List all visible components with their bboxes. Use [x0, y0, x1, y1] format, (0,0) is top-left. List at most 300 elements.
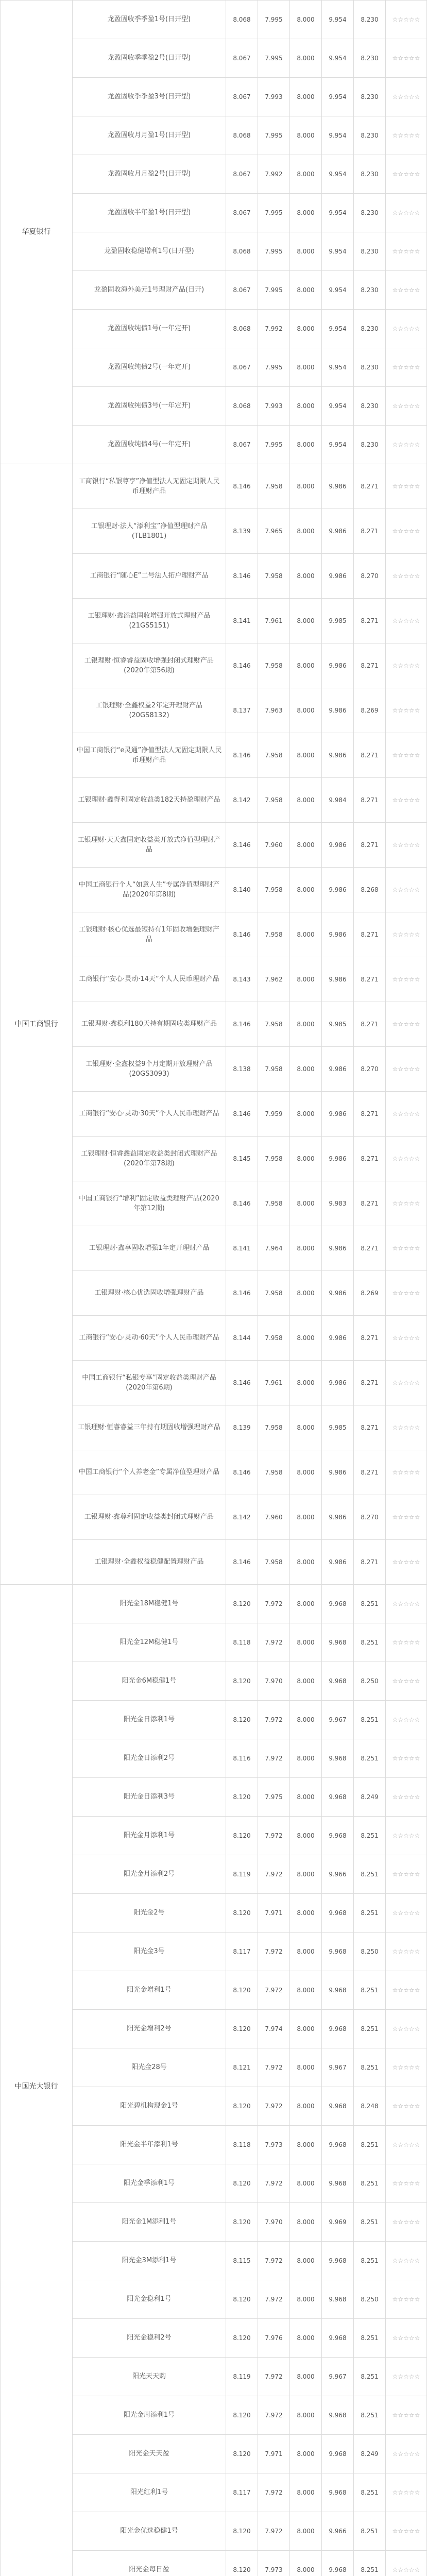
- value-cell-3: 8.000: [290, 1092, 322, 1137]
- value-cell-2: 7.963: [258, 688, 290, 733]
- value-cell-1: 8.142: [226, 778, 258, 823]
- product-name-cell: 龙盈固收月月盈1号(日开型): [73, 116, 226, 155]
- value-cell-4: 9.968: [322, 2435, 354, 2473]
- rating-stars: ☆☆☆☆☆: [386, 868, 427, 912]
- rating-stars: ☆☆☆☆☆: [386, 1316, 427, 1361]
- product-name-cell: 龙盈固收季季盈3号(日开型): [73, 78, 226, 116]
- value-cell-2: 7.993: [258, 78, 290, 116]
- rating-stars: ☆☆☆☆☆: [386, 2473, 427, 2512]
- value-cell-5: 8.251: [354, 2551, 386, 2576]
- rating-stars: ☆☆☆☆☆: [386, 1701, 427, 1739]
- value-cell-2: 7.958: [258, 1316, 290, 1361]
- value-cell-1: 8.139: [226, 1405, 258, 1450]
- rating-stars: ☆☆☆☆☆: [386, 232, 427, 271]
- value-cell-3: 8.000: [290, 1701, 322, 1739]
- rating-stars: ☆☆☆☆☆: [386, 1092, 427, 1137]
- value-cell-4: 9.968: [322, 1739, 354, 1778]
- product-name-cell: 龙盈固收稳健增利1号(日开型): [73, 232, 226, 271]
- value-cell-1: 8.146: [226, 1540, 258, 1585]
- value-cell-2: 7.972: [258, 1739, 290, 1778]
- value-cell-2: 7.972: [258, 2396, 290, 2435]
- value-cell-3: 8.000: [290, 1739, 322, 1778]
- value-cell-5: 8.248: [354, 2087, 386, 2126]
- value-cell-3: 8.000: [290, 1226, 322, 1271]
- value-cell-2: 7.964: [258, 1226, 290, 1271]
- value-cell-1: 8.146: [226, 464, 258, 509]
- value-cell-1: 8.120: [226, 1894, 258, 1933]
- value-cell-3: 8.000: [290, 464, 322, 509]
- product-name-cell: 龙盈固收半年盈1号(日开型): [73, 194, 226, 232]
- value-cell-2: 7.958: [258, 1002, 290, 1047]
- value-cell-5: 8.271: [354, 1540, 386, 1585]
- value-cell-1: 8.120: [226, 1662, 258, 1701]
- value-cell-3: 8.000: [290, 1181, 322, 1226]
- value-cell-1: 8.142: [226, 1495, 258, 1540]
- rating-stars: ☆☆☆☆☆: [386, 1137, 427, 1181]
- value-cell-4: 9.968: [322, 2319, 354, 2358]
- rating-stars: ☆☆☆☆☆: [386, 2242, 427, 2280]
- value-cell-3: 8.000: [290, 643, 322, 688]
- product-name-cell: 阳光金增利2号: [73, 2010, 226, 2048]
- value-cell-3: 8.000: [290, 2319, 322, 2358]
- product-name-cell: 龙盈固收海外美元1号理财产品(日开): [73, 271, 226, 310]
- value-cell-5: 8.250: [354, 1662, 386, 1701]
- value-cell-3: 8.000: [290, 2512, 322, 2551]
- value-cell-3: 8.000: [290, 2396, 322, 2435]
- value-cell-4: 9.986: [322, 1092, 354, 1137]
- rating-stars: ☆☆☆☆☆: [386, 1002, 427, 1047]
- value-cell-2: 7.958: [258, 912, 290, 957]
- value-cell-4: 9.968: [322, 2396, 354, 2435]
- rating-stars: ☆☆☆☆☆: [386, 2010, 427, 2048]
- product-name-cell: 工银理财·鑫尊利固定收益类封闭式理财产品: [73, 1495, 226, 1540]
- value-cell-3: 8.000: [290, 599, 322, 643]
- value-cell-1: 8.119: [226, 2358, 258, 2396]
- value-cell-2: 7.972: [258, 1971, 290, 2010]
- value-cell-1: 8.120: [226, 2164, 258, 2203]
- value-cell-4: 9.986: [322, 1047, 354, 1092]
- product-name-cell: 中国工商银行“私银专享”固定收益类理财产品(2020年第6期): [73, 1361, 226, 1405]
- value-cell-1: 8.146: [226, 912, 258, 957]
- value-cell-4: 9.986: [322, 957, 354, 1002]
- value-cell-2: 7.958: [258, 868, 290, 912]
- rating-stars: ☆☆☆☆☆: [386, 2551, 427, 2576]
- value-cell-1: 8.120: [226, 1778, 258, 1817]
- value-cell-5: 8.230: [354, 232, 386, 271]
- product-name-cell: 工银理财·鑫享固收增强1年定开理财产品: [73, 1226, 226, 1271]
- product-name-cell: 工银理财·全鑫权益2年定开理财产品(20GS8132): [73, 688, 226, 733]
- value-cell-1: 8.146: [226, 1181, 258, 1226]
- value-cell-5: 8.271: [354, 1137, 386, 1181]
- value-cell-5: 8.251: [354, 2512, 386, 2551]
- value-cell-4: 9.954: [322, 1, 354, 39]
- value-cell-5: 8.230: [354, 194, 386, 232]
- rating-stars: ☆☆☆☆☆: [386, 271, 427, 310]
- product-name-cell: 阳光金日添利1号: [73, 1701, 226, 1739]
- product-name-cell: 阳光碧机构现金1号: [73, 2087, 226, 2126]
- value-cell-5: 8.230: [354, 39, 386, 78]
- value-cell-5: 8.251: [354, 2396, 386, 2435]
- value-cell-3: 8.000: [290, 310, 322, 348]
- value-cell-3: 8.000: [290, 1450, 322, 1495]
- value-cell-1: 8.067: [226, 271, 258, 310]
- value-cell-2: 7.970: [258, 1662, 290, 1701]
- product-name-cell: 阳光金3M添利1号: [73, 2242, 226, 2280]
- product-name-cell: 龙盈固收季季盈2号(日开型): [73, 39, 226, 78]
- value-cell-2: 7.961: [258, 1361, 290, 1405]
- value-cell-1: 8.068: [226, 116, 258, 155]
- value-cell-3: 8.000: [290, 2203, 322, 2242]
- value-cell-2: 7.958: [258, 1047, 290, 1092]
- value-cell-5: 8.270: [354, 554, 386, 599]
- value-cell-1: 8.120: [226, 2203, 258, 2242]
- rating-stars: ☆☆☆☆☆: [386, 1226, 427, 1271]
- value-cell-5: 8.271: [354, 1181, 386, 1226]
- product-name-cell: 工银理财·核心优选最短持有1年固收增强理财产品: [73, 912, 226, 957]
- value-cell-5: 8.271: [354, 1002, 386, 1047]
- value-cell-3: 8.000: [290, 1623, 322, 1662]
- value-cell-2: 7.973: [258, 2551, 290, 2576]
- value-cell-5: 8.271: [354, 1405, 386, 1450]
- rating-stars: ☆☆☆☆☆: [386, 348, 427, 387]
- product-name-cell: 中国工商银行个人“如意人生”专属净值型理财产品(2020年第8期): [73, 868, 226, 912]
- value-cell-1: 8.068: [226, 232, 258, 271]
- value-cell-3: 8.000: [290, 116, 322, 155]
- value-cell-2: 7.958: [258, 1137, 290, 1181]
- product-name-cell: 工商银行“安心·灵动·14天”个人人民币理财产品: [73, 957, 226, 1002]
- value-cell-3: 8.000: [290, 1316, 322, 1361]
- value-cell-5: 8.271: [354, 957, 386, 1002]
- value-cell-4: 9.986: [322, 1540, 354, 1585]
- table-row: [1, 464, 427, 509]
- value-cell-2: 7.962: [258, 957, 290, 1002]
- rating-stars: ☆☆☆☆☆: [386, 643, 427, 688]
- product-name-cell: 工银理财·天天鑫固定收益类开放式净值型理财产品: [73, 823, 226, 868]
- rating-stars: ☆☆☆☆☆: [386, 116, 427, 155]
- value-cell-2: 7.958: [258, 1540, 290, 1585]
- value-cell-2: 7.959: [258, 1092, 290, 1137]
- value-cell-3: 8.000: [290, 1540, 322, 1585]
- value-cell-1: 8.120: [226, 1971, 258, 2010]
- value-cell-3: 8.000: [290, 688, 322, 733]
- value-cell-5: 8.270: [354, 1495, 386, 1540]
- value-cell-1: 8.146: [226, 643, 258, 688]
- value-cell-3: 8.000: [290, 39, 322, 78]
- value-cell-5: 8.271: [354, 464, 386, 509]
- value-cell-1: 8.120: [226, 2512, 258, 2551]
- value-cell-1: 8.143: [226, 957, 258, 1002]
- value-cell-3: 8.000: [290, 1405, 322, 1450]
- value-cell-5: 8.251: [354, 1894, 386, 1933]
- value-cell-5: 8.271: [354, 1092, 386, 1137]
- product-name-cell: 阳光金优选稳健1号: [73, 2512, 226, 2551]
- value-cell-2: 7.958: [258, 554, 290, 599]
- product-name-cell: 工银理财·核心优选固收增强理财产品: [73, 1271, 226, 1316]
- value-cell-5: 8.251: [354, 2358, 386, 2396]
- value-cell-4: 9.986: [322, 1316, 354, 1361]
- value-cell-4: 9.954: [322, 310, 354, 348]
- value-cell-5: 8.230: [354, 426, 386, 464]
- product-name-cell: 工银理财·恒睿睿益固收增强封闭式理财产品(2020年第56期): [73, 643, 226, 688]
- value-cell-5: 8.271: [354, 643, 386, 688]
- value-cell-3: 8.000: [290, 1971, 322, 2010]
- value-cell-5: 8.251: [354, 2203, 386, 2242]
- value-cell-3: 8.000: [290, 426, 322, 464]
- value-cell-3: 8.000: [290, 778, 322, 823]
- bank-name-cell: 中国工商银行: [1, 464, 73, 1585]
- product-name-cell: 阳光金月添利2号: [73, 1855, 226, 1894]
- value-cell-4: 9.954: [322, 271, 354, 310]
- value-cell-1: 8.118: [226, 2126, 258, 2164]
- value-cell-5: 8.269: [354, 688, 386, 733]
- rating-stars: ☆☆☆☆☆: [386, 957, 427, 1002]
- value-cell-3: 8.000: [290, 2087, 322, 2126]
- value-cell-2: 7.958: [258, 464, 290, 509]
- value-cell-1: 8.144: [226, 1316, 258, 1361]
- product-name-cell: 阳光金季添利1号: [73, 2164, 226, 2203]
- value-cell-4: 9.968: [322, 2087, 354, 2126]
- value-cell-4: 9.986: [322, 733, 354, 778]
- value-cell-4: 9.985: [322, 1405, 354, 1450]
- value-cell-2: 7.973: [258, 2126, 290, 2164]
- value-cell-1: 8.146: [226, 1450, 258, 1495]
- value-cell-3: 8.000: [290, 957, 322, 1002]
- product-name-cell: 工银理财·鑫稳利180天持有期固收类理财产品: [73, 1002, 226, 1047]
- value-cell-3: 8.000: [290, 2010, 322, 2048]
- value-cell-5: 8.270: [354, 1047, 386, 1092]
- value-cell-3: 8.000: [290, 1894, 322, 1933]
- value-cell-2: 7.972: [258, 2087, 290, 2126]
- value-cell-2: 7.972: [258, 2473, 290, 2512]
- rating-stars: ☆☆☆☆☆: [386, 1623, 427, 1662]
- value-cell-1: 8.146: [226, 733, 258, 778]
- product-name-cell: 工银理财·恒睿睿益三年持有期固收增强理财产品: [73, 1405, 226, 1450]
- product-name-cell: 龙盈固收纯债1号(一年定开): [73, 310, 226, 348]
- product-name-cell: 阳光金18M稳健1号: [73, 1585, 226, 1623]
- value-cell-1: 8.068: [226, 310, 258, 348]
- rating-stars: ☆☆☆☆☆: [386, 1971, 427, 2010]
- value-cell-2: 7.993: [258, 387, 290, 426]
- value-cell-3: 8.000: [290, 1137, 322, 1181]
- value-cell-2: 7.974: [258, 2010, 290, 2048]
- rating-stars: ☆☆☆☆☆: [386, 1662, 427, 1701]
- value-cell-4: 9.968: [322, 1817, 354, 1855]
- value-cell-2: 7.972: [258, 1933, 290, 1971]
- value-cell-3: 8.000: [290, 1662, 322, 1701]
- value-cell-2: 7.995: [258, 194, 290, 232]
- value-cell-5: 8.271: [354, 912, 386, 957]
- product-name-cell: 工银理财·鑫添益固收增强开放式理财产品(21GS5151): [73, 599, 226, 643]
- rating-stars: ☆☆☆☆☆: [386, 823, 427, 868]
- value-cell-1: 8.146: [226, 823, 258, 868]
- value-cell-2: 7.995: [258, 426, 290, 464]
- rating-stars: ☆☆☆☆☆: [386, 599, 427, 643]
- value-cell-2: 7.995: [258, 348, 290, 387]
- product-name-cell: 阳光金日添利2号: [73, 1739, 226, 1778]
- value-cell-4: 9.986: [322, 1271, 354, 1316]
- product-name-cell: 工银理财·法人“添利宝”净值型理财产品(TLB1801): [73, 509, 226, 554]
- product-name-cell: 工银理财·恒睿鑫益固定收益类封闭式理财产品(2020年第78期): [73, 1137, 226, 1181]
- value-cell-1: 8.137: [226, 688, 258, 733]
- value-cell-2: 7.960: [258, 823, 290, 868]
- value-cell-2: 7.972: [258, 1855, 290, 1894]
- rating-stars: ☆☆☆☆☆: [386, 1933, 427, 1971]
- value-cell-3: 8.000: [290, 232, 322, 271]
- value-cell-1: 8.120: [226, 2280, 258, 2319]
- value-cell-1: 8.138: [226, 1047, 258, 1092]
- value-cell-4: 9.984: [322, 778, 354, 823]
- value-cell-4: 9.968: [322, 1971, 354, 2010]
- rating-stars: ☆☆☆☆☆: [386, 1778, 427, 1817]
- value-cell-3: 8.000: [290, 823, 322, 868]
- value-cell-5: 8.251: [354, 2048, 386, 2087]
- value-cell-2: 7.958: [258, 733, 290, 778]
- value-cell-5: 8.230: [354, 271, 386, 310]
- product-name-cell: 阳光金天天盈: [73, 2435, 226, 2473]
- product-name-cell: 龙盈固收纯债2号(一年定开): [73, 348, 226, 387]
- value-cell-4: 9.954: [322, 194, 354, 232]
- value-cell-1: 8.067: [226, 78, 258, 116]
- rating-stars: ☆☆☆☆☆: [386, 78, 427, 116]
- value-cell-5: 8.271: [354, 599, 386, 643]
- product-name-cell: 阳光金1M添利1号: [73, 2203, 226, 2242]
- rating-stars: ☆☆☆☆☆: [386, 1181, 427, 1226]
- value-cell-2: 7.972: [258, 1817, 290, 1855]
- value-cell-1: 8.067: [226, 194, 258, 232]
- value-cell-5: 8.251: [354, 1585, 386, 1623]
- value-cell-2: 7.958: [258, 1450, 290, 1495]
- product-name-cell: 工商银行“随心E”二号法人拓户理财产品: [73, 554, 226, 599]
- value-cell-4: 9.986: [322, 823, 354, 868]
- value-cell-2: 7.972: [258, 2512, 290, 2551]
- rating-stars: ☆☆☆☆☆: [386, 1271, 427, 1316]
- value-cell-5: 8.251: [354, 2319, 386, 2358]
- table-body: [1, 1, 427, 2576]
- value-cell-1: 8.067: [226, 155, 258, 194]
- value-cell-2: 7.992: [258, 155, 290, 194]
- value-cell-2: 7.961: [258, 599, 290, 643]
- value-cell-2: 7.992: [258, 310, 290, 348]
- product-name-cell: 工商银行“私银尊享”净值型法人无固定期限人民币理财产品: [73, 464, 226, 509]
- value-cell-2: 7.970: [258, 2203, 290, 2242]
- rating-stars: ☆☆☆☆☆: [386, 2164, 427, 2203]
- value-cell-2: 7.972: [258, 2048, 290, 2087]
- value-cell-2: 7.971: [258, 1894, 290, 1933]
- value-cell-4: 9.968: [322, 1662, 354, 1701]
- value-cell-5: 8.251: [354, 1623, 386, 1662]
- value-cell-2: 7.965: [258, 509, 290, 554]
- value-cell-4: 9.954: [322, 39, 354, 78]
- rating-stars: ☆☆☆☆☆: [386, 1405, 427, 1450]
- product-name-cell: 工商银行“安心·灵动·60天”个人人民币理财产品: [73, 1316, 226, 1361]
- value-cell-5: 8.271: [354, 1316, 386, 1361]
- value-cell-5: 8.268: [354, 868, 386, 912]
- value-cell-5: 8.230: [354, 155, 386, 194]
- table-row: [1, 1585, 427, 1623]
- value-cell-2: 7.972: [258, 1701, 290, 1739]
- value-cell-1: 8.117: [226, 1933, 258, 1971]
- rating-stars: ☆☆☆☆☆: [386, 1047, 427, 1092]
- rating-stars: ☆☆☆☆☆: [386, 194, 427, 232]
- product-name-cell: 阳光金半年添利1号: [73, 2126, 226, 2164]
- value-cell-2: 7.995: [258, 232, 290, 271]
- value-cell-4: 9.967: [322, 2048, 354, 2087]
- rating-stars: ☆☆☆☆☆: [386, 426, 427, 464]
- rating-stars: ☆☆☆☆☆: [386, 2203, 427, 2242]
- value-cell-3: 8.000: [290, 1361, 322, 1405]
- value-cell-1: 8.145: [226, 1137, 258, 1181]
- value-cell-4: 9.985: [322, 599, 354, 643]
- value-cell-1: 8.067: [226, 39, 258, 78]
- value-cell-2: 7.995: [258, 39, 290, 78]
- value-cell-4: 9.967: [322, 1701, 354, 1739]
- value-cell-1: 8.120: [226, 2087, 258, 2126]
- value-cell-5: 8.271: [354, 1226, 386, 1271]
- value-cell-4: 9.968: [322, 2164, 354, 2203]
- rating-stars: ☆☆☆☆☆: [386, 2280, 427, 2319]
- rating-stars: ☆☆☆☆☆: [386, 733, 427, 778]
- value-cell-3: 8.000: [290, 2435, 322, 2473]
- value-cell-5: 8.250: [354, 2280, 386, 2319]
- value-cell-4: 9.986: [322, 868, 354, 912]
- value-cell-4: 9.968: [322, 2126, 354, 2164]
- table-row: [1, 1, 427, 39]
- value-cell-5: 8.269: [354, 1271, 386, 1316]
- rating-stars: ☆☆☆☆☆: [386, 1540, 427, 1585]
- value-cell-5: 8.271: [354, 778, 386, 823]
- value-cell-4: 9.954: [322, 348, 354, 387]
- value-cell-3: 8.000: [290, 348, 322, 387]
- value-cell-2: 7.972: [258, 1585, 290, 1623]
- value-cell-3: 8.000: [290, 1778, 322, 1817]
- product-name-cell: 阳光金3号: [73, 1933, 226, 1971]
- value-cell-4: 9.969: [322, 2203, 354, 2242]
- product-name-cell: 龙盈固收季季盈1号(日开型): [73, 1, 226, 39]
- rating-stars: ☆☆☆☆☆: [386, 1361, 427, 1405]
- value-cell-2: 7.972: [258, 2242, 290, 2280]
- rating-stars: ☆☆☆☆☆: [386, 1585, 427, 1623]
- value-cell-1: 8.120: [226, 2396, 258, 2435]
- value-cell-3: 8.000: [290, 1271, 322, 1316]
- value-cell-3: 8.000: [290, 509, 322, 554]
- value-cell-4: 9.966: [322, 1855, 354, 1894]
- value-cell-5: 8.251: [354, 2010, 386, 2048]
- value-cell-5: 8.230: [354, 387, 386, 426]
- value-cell-1: 8.146: [226, 1092, 258, 1137]
- value-cell-5: 8.230: [354, 1, 386, 39]
- value-cell-5: 8.230: [354, 78, 386, 116]
- product-name-cell: 阳光金2号: [73, 1894, 226, 1933]
- value-cell-2: 7.972: [258, 2280, 290, 2319]
- rating-stars: ☆☆☆☆☆: [386, 387, 427, 426]
- product-name-cell: 中国工商银行“e灵通”净值型法人无固定期限人民币理财产品: [73, 733, 226, 778]
- product-name-cell: 阳光金日添利3号: [73, 1778, 226, 1817]
- value-cell-4: 9.968: [322, 2242, 354, 2280]
- value-cell-4: 9.954: [322, 78, 354, 116]
- product-name-cell: 阳光红利1号: [73, 2473, 226, 2512]
- value-cell-3: 8.000: [290, 2280, 322, 2319]
- product-name-cell: 阳光金月添利1号: [73, 1817, 226, 1855]
- value-cell-3: 8.000: [290, 1817, 322, 1855]
- value-cell-1: 8.140: [226, 868, 258, 912]
- value-cell-1: 8.120: [226, 2319, 258, 2358]
- value-cell-3: 8.000: [290, 1, 322, 39]
- value-cell-4: 9.986: [322, 1226, 354, 1271]
- value-cell-1: 8.141: [226, 599, 258, 643]
- rating-stars: ☆☆☆☆☆: [386, 1894, 427, 1933]
- value-cell-3: 8.000: [290, 1495, 322, 1540]
- value-cell-5: 8.271: [354, 823, 386, 868]
